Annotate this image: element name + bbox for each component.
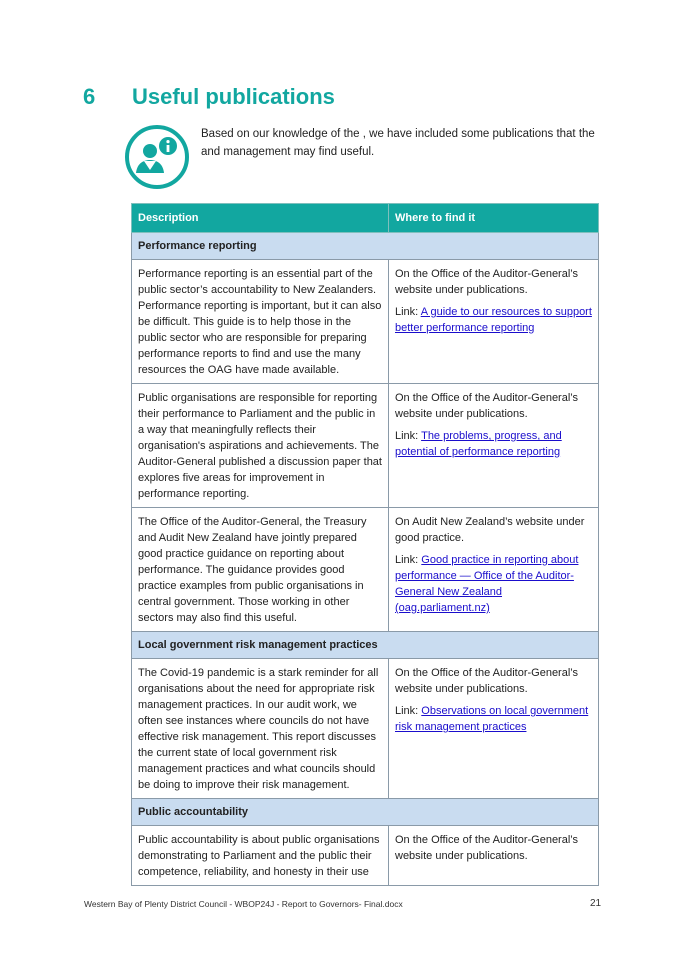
row-where: [389, 826, 599, 886]
row-where: [389, 508, 599, 632]
section-number: 6: [83, 84, 96, 109]
section-public-accountability: Public accountability: [132, 799, 599, 826]
section-row: [132, 233, 599, 260]
row-where: [389, 260, 599, 384]
row-where: [389, 659, 599, 799]
where-text: On the Office of the Auditor-General’s website under publications.: [395, 667, 579, 695]
table-row: [132, 384, 599, 508]
section-row: [132, 632, 599, 659]
table-row: [132, 508, 599, 632]
publication-link[interactable]: Observations on local government risk management practices: [395, 705, 589, 733]
link-prefix: Link:: [395, 554, 422, 566]
table-header-row: [132, 204, 599, 233]
row-description: Performance reporting is an essential part of the public sector’s accountability to New Zealanders. Performance reporting is important, but it can also be difficult. This guide is to help those in the public sector who are responsible for preparing performance reports to find and use the many resources the OAG have made available.: [132, 260, 389, 384]
header-where: Where to find it: [389, 204, 599, 233]
where-text: On the Office of the Auditor-General’s website under publications.: [395, 268, 579, 296]
section-risk-management: Local government risk management practices: [132, 632, 599, 659]
link-line: [395, 552, 592, 616]
table-row: [132, 659, 599, 799]
table-row: [132, 826, 599, 886]
intro-text: Based on our knowledge of the , we have included some publications that the and management may find useful.: [201, 128, 595, 158]
link-line: [395, 703, 592, 735]
link-prefix: Link:: [395, 705, 422, 717]
section-title: Useful publications: [132, 84, 335, 109]
link-line: [395, 428, 592, 460]
section-heading: [83, 84, 335, 110]
link-line: [395, 304, 592, 336]
row-where: [389, 384, 599, 508]
section-performance-reporting: Performance reporting: [132, 233, 599, 260]
section-row: [132, 799, 599, 826]
link-prefix: Link:: [395, 306, 421, 318]
publication-link[interactable]: A guide to our resources to support better performance reporting: [395, 306, 592, 334]
row-description: Public organisations are responsible for reporting their performance to Parliament and the public in a way that meaningfully reflects their organisation's aspirations and achievements. The Auditor-General published a discussion paper that explores five areas for improvement in performance reporting.: [132, 384, 389, 508]
people-info-icon: [124, 124, 190, 190]
publications-table: [131, 203, 599, 886]
link-prefix: Link:: [395, 430, 422, 442]
publication-link[interactable]: Good practice in reporting about performance — Office of the Auditor-General New Zealand (oag.parliament.nz): [395, 554, 579, 614]
table-row: [132, 260, 599, 384]
row-description: Public accountability is about public organisations demonstrating to Parliament and the public their competence, reliability, and honesty in their use: [132, 826, 389, 886]
row-description: The Covid-19 pandemic is a stark reminder for all organisations about the need for appropriate risk management practices. In our audit work, we often see instances where councils do not have effective risk management. This report discusses the current state of local government risk management practices and what councils should be doing to improve their risk management.: [132, 659, 389, 799]
footer-filename: Western Bay of Plenty District Council - WBOP24J - Report to Governors- Final.docx: [84, 899, 403, 909]
where-text: On the Office of the Auditor-General’s website under publications.: [395, 834, 579, 862]
header-description: Description: [132, 204, 389, 233]
publication-link[interactable]: The problems, progress, and potential of performance reporting: [395, 430, 562, 458]
where-text: On Audit New Zealand’s website under good practice.: [395, 516, 585, 544]
where-text: On the Office of the Auditor-General’s website under publications.: [395, 392, 579, 420]
row-description: The Office of the Auditor-General, the Treasury and Audit New Zealand have jointly prepared good practice guidance on reporting about performance. The guidance provides good practice examples from public organisations in central government. Those working in other sectors may also find this useful.: [132, 508, 389, 632]
page-number: 21: [590, 898, 602, 909]
